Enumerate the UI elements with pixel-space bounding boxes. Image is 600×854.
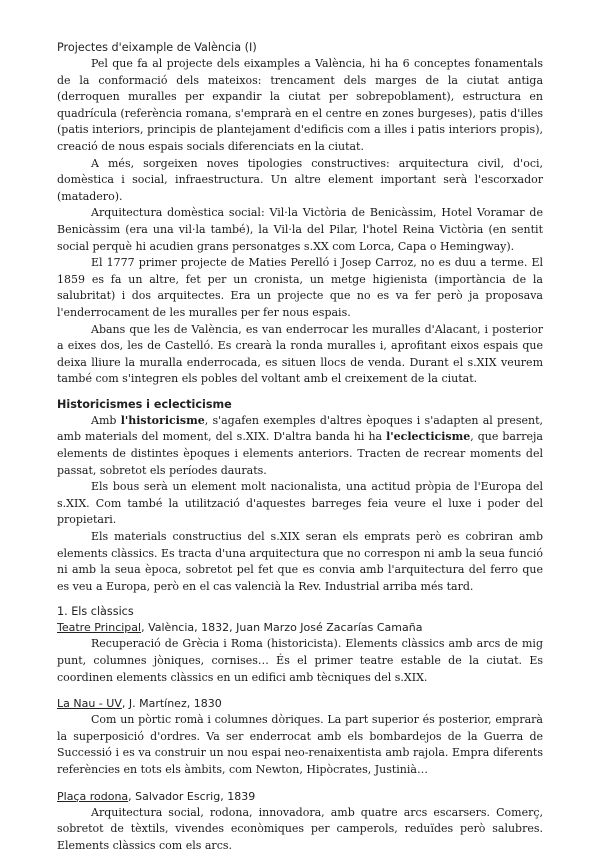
entry-heading: La Nau - UV, J. Martínez, 1830	[57, 697, 222, 711]
paragraph: Arquitectura domèstica social: Vil·la Victòria de Benicàssim, Hotel Voramar de Benicàssim (era una vil·la també), la Vil·la del Pilar, l'hotel Reina Victòria (en sentit social perquè hi acudien grans personatges s.XX com Lorca, Capa o Hemingway).	[57, 206, 543, 253]
entry-name-link[interactable]: Teatre Principal	[57, 621, 142, 635]
term-historicisme: l'historicisme	[120, 413, 205, 427]
term-eclecticisme: l'eclecticisme	[386, 430, 471, 444]
section-title-eixample: Projectes d'eixample de València (I)	[57, 41, 257, 54]
entry-name-link[interactable]: Plaça rodona	[57, 789, 129, 803]
paragraph: El 1777 primer projecte de Maties Perelló i Josep Carroz, no es duu a terme. El 1859 es fa un altre, fet per un cronista, un metge higienista (importància de la salubritat) i dos arquitectes. Era un projecte que no es va fer però ja proposava l'enderrocament de les muralles per fer nous espais.	[57, 256, 543, 319]
entry-heading: Plaça rodona, Salvador Escrig, 1839	[57, 789, 256, 803]
entry-text: Recuperació de Grècia i Roma (historicista). Elements clàssics amb arcs de mig punt, columnes jòniques, cornises… És el primer teatre estable de la ciutat. Es coordinen elements clàssics en un edifici amb tècniques del s.XIX.	[57, 637, 543, 684]
entry-text: Arquitectura social, rodona, innovadora, amb quatre arcs escarsers. Comerç, sobretot de tèxtils, vivendes econòmiques per camperols, reduïdes però salubres. Elements clàssics com els arcs.	[57, 805, 543, 852]
paragraph: Amb l'historicisme, s'agafen exemples d'altres èpoques i s'adapten al present, amb materials del moment, del s.XIX. D'altra banda hi ha l'eclecticisme, que barreja elements de distintes èpoques i elements anteriors. Tracten de recrear moments del passat, sobretot els períodes daurats.	[57, 413, 544, 477]
section-title-classics: 1. Els clàssics	[57, 605, 134, 619]
paragraph: Abans que les de València, es van enderrocar les muralles d'Alacant, i posterior a eixes dos, les de Castelló. Es crearà la ronda muralles i, aprofitant eixos espais que deixa lliure la muralla enderrocada, es situen llocs de venda. Durant el s.XIX veurem també com s'integren els pobles del voltant amb el creixement de la ciutat.	[57, 322, 543, 386]
entry-text: Com un pòrtic romà i columnes dòriques. La part superior és posterior, emprarà la superposició d'ordres. Va ser enderrocat amb els bombardejos de la Guerra de Successió i es va construir un nou espai neo-renaixentista amb rajola. Empra diferents referències en tots els àmbits, com Newton, Hipòcrates, Justinià…	[57, 713, 543, 776]
paragraph: Els materials constructius del s.XIX seran els emprats però es cobriran amb elements clàssics. Es tracta d'una arquitectura que no correspon ni amb la seua funció ni amb la seua època, sobretot pel fet que es convia amb l'arquitectura del ferro que es veu a Europa, però en el cas valencià la Rev. Industrial arriba més tard.	[57, 530, 543, 593]
section-title-historicismes: Historicismes i eclecticisme	[57, 397, 232, 411]
paragraph: Pel que fa al projecte dels eixamples a València, hi ha 6 conceptes fonamentals de la conformació dels mateixos: trencament dels marges de la ciutat antiga (derroquen muralles per expandir la ciutat per sobrepoblament), estructura en quadrícula (referència romana, s'emprarà en el centre en zones burgeses), patis d'illes (patis interiors, principis de plantejament d'edificis com a illes i patis interiors propis), creació de nous espais socials diferenciats en la ciutat.	[57, 57, 543, 153]
paragraph: Els bous serà un element molt nacionalista, una actitud pròpia de l'Europa del s.XIX. Com també la utilització d'aquestes barreges feia veure el luxe i poder del propietari.	[57, 480, 543, 527]
paragraph: A més, sorgeixen noves tipologies constructives: arquitectura civil, d'oci, domèstica i social, infraestructura. Un altre element important serà l'escorxador (matadero).	[57, 156, 543, 203]
entry-heading: Teatre Principal, València, 1832, Juan Marzo José Zacarías Camaña	[57, 621, 423, 635]
document-page	[57, 40, 543, 854]
entry-name-link[interactable]: La Nau - UV	[57, 697, 122, 711]
